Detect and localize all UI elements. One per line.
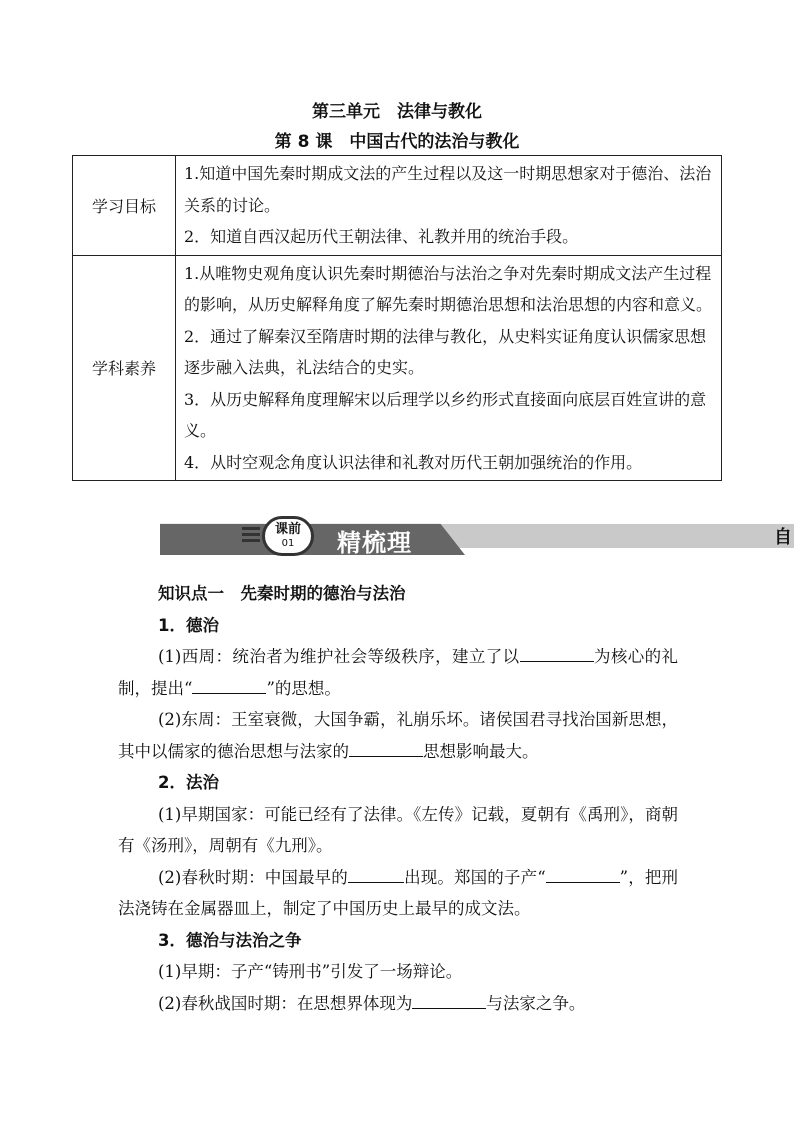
section-heading: 1．德治 xyxy=(158,615,219,635)
table-row xyxy=(73,156,722,256)
list-item: 4．从时空观念角度认识法律和礼教对历代王朝加强统治的作用。 xyxy=(184,452,643,472)
fill-blank[interactable] xyxy=(520,647,594,662)
list-item: 2．通过了解秦汉至隋唐时期的法律与教化，从史料实证角度认识儒家思想逐步融入法典，礼法结合的史实。 xyxy=(184,326,707,377)
list-item: 1.从唯物史观角度认识先秦时期德治与法治之争对先秦时期成文法产生过程的影响，从历史解释角度了解先秦时期德治思想和法治思想的内容和意义。 xyxy=(184,263,713,314)
list-item: 3．从历史解释角度理解宋以后理学以乡约形式直接面向底层百姓宣讲的意义。 xyxy=(184,389,707,440)
row-content xyxy=(176,255,722,481)
badge-number: 01 xyxy=(281,538,295,549)
paragraph: (2)春秋战国时期：在思想界体现为 与法家之争。 xyxy=(158,993,586,1013)
section-heading: 3．德治与法治之争 xyxy=(158,930,302,950)
fill-blank[interactable] xyxy=(546,868,620,883)
objectives-table xyxy=(72,155,722,481)
fill-blank[interactable] xyxy=(192,679,266,694)
list-item: 2．知道自西汉起历代王朝法律、礼教并用的统治手段。 xyxy=(184,227,579,246)
fill-blank[interactable] xyxy=(412,994,486,1009)
paragraph: (1)早期：子产“铸刑书”引发了一场辩论。 xyxy=(158,962,463,981)
lesson-title: 第 8 课 中国古代的法治与教化 xyxy=(274,132,520,152)
fill-blank[interactable] xyxy=(348,868,404,883)
banner-right-char: 自 xyxy=(774,527,792,548)
banner-title: 精梳理 xyxy=(337,529,412,557)
paragraph: (2)东周：王室衰微，大国争霸，礼崩乐坏。诸侯国君寻找治国新思想，其中以儒家的德治思想与法家的 思想影响最大。 xyxy=(118,710,678,761)
table-row xyxy=(73,255,722,481)
paragraph: (1)早期国家：可能已经有了法律。《左传》记载，夏朝有《禹刑》，商朝有《汤刑》，周朝有《九刑》。 xyxy=(118,804,678,855)
fill-blank[interactable] xyxy=(349,742,423,757)
row-label: 学习目标 xyxy=(73,156,176,256)
unit-title: 第三单元 法律与教化 xyxy=(312,102,482,122)
section-heading: 2．法治 xyxy=(158,773,219,792)
row-content xyxy=(176,156,722,256)
badge-label: 课前 xyxy=(274,522,301,537)
main-content xyxy=(118,578,678,1019)
knowledge-point-heading: 知识点一 先秦时期的德治与法治 xyxy=(158,584,406,603)
lesson-badge xyxy=(262,516,314,556)
list-item: 1.知道中国先秦时期成文法的产生过程以及这一时期思想家对于德治、法治关系的讨论。 xyxy=(184,164,712,215)
row-label: 学科素养 xyxy=(73,255,176,481)
paragraph: (2)春秋时期：中国最早的 出现。郑国的子产“ ”，把刑法浇铸在金属器皿上，制定了中国历史上最早的成文法。 xyxy=(118,867,679,918)
section-banner xyxy=(160,516,794,556)
paragraph: (1)西周：统治者为维护社会等级秩序，建立了以 为核心的礼制，提出“ ”的思想。 xyxy=(118,647,679,698)
stripes-icon xyxy=(242,527,260,545)
